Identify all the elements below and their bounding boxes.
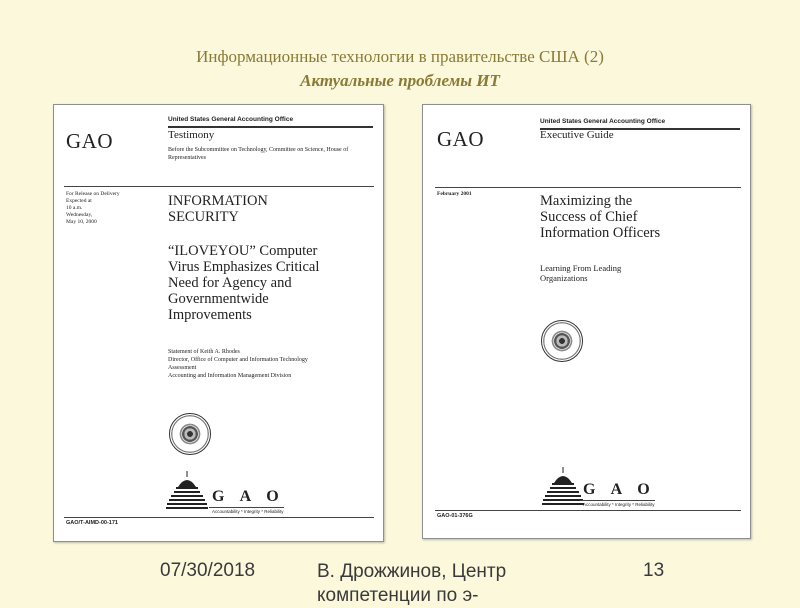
doc-headline-title: Maximizing the Success of Chief Information Officers (540, 193, 661, 241)
doc-type: Executive Guide (540, 129, 614, 141)
doc-date: February 2001 (437, 191, 472, 197)
footer-page-number: 13 (643, 560, 665, 581)
gao-logo-text: G A O (212, 488, 285, 505)
doc-headline-title: “ILOVEYOU” Computer Virus Emphasizes Critical Need for Agency and Governmentwide Improvements (168, 243, 320, 323)
doc-office-name: United States General Accounting Office (540, 118, 666, 125)
doc-office-name: United States General Accounting Office (168, 116, 294, 123)
section-rule (64, 186, 374, 187)
gao-wordmark: GAO (66, 129, 113, 153)
gao-seal-icon (169, 413, 211, 455)
gao-tagline: Accountability * Integrity * Reliability (212, 509, 284, 514)
release-info: For Release on Delivery Expected at 10 a.m. Wednesday, May 10, 2000 (66, 191, 120, 225)
footer-rule (64, 517, 374, 518)
document-cover-executive-guide (422, 104, 751, 539)
logo-rule (209, 507, 284, 508)
doc-code: GAO/T-AIMD-00-171 (66, 520, 118, 526)
logo-rule (580, 500, 655, 501)
doc-type: Testimony (168, 129, 215, 141)
capitol-dome-icon (542, 467, 584, 507)
doc-committee: Before the Subcommittee on Technology, Committee on Science, House of Representatives (168, 147, 349, 161)
footer-author: В. Дрожжинов, Центр компетенции по э- (317, 561, 507, 606)
slide-title: Информационные технологии в правительстве США (2) (196, 47, 604, 66)
gao-tagline: Accountability * Integrity * Reliability (583, 502, 655, 507)
slide-subtitle: Актуальные проблемы ИТ (300, 71, 500, 90)
section-rule (435, 187, 741, 188)
statement-block: Statement of Keith A. Rhodes Director, Office of Computer and Information Technology Assessment Accounting and Information Management Division (168, 349, 308, 379)
gao-wordmark: GAO (437, 127, 484, 151)
doc-subhead: Learning From Leading Organizations (540, 263, 622, 283)
footer-date: 07/30/2018 (160, 560, 256, 581)
gao-seal-icon (541, 320, 583, 362)
capitol-dome-icon (166, 471, 208, 511)
document-cover-testimony (53, 104, 384, 542)
doc-code: GAO-01-376G (437, 513, 473, 519)
gao-logo-text: G A O (583, 481, 656, 498)
doc-headline-topic: INFORMATION SECURITY (168, 193, 268, 225)
footer-rule (435, 510, 741, 511)
header-rule (168, 126, 373, 128)
